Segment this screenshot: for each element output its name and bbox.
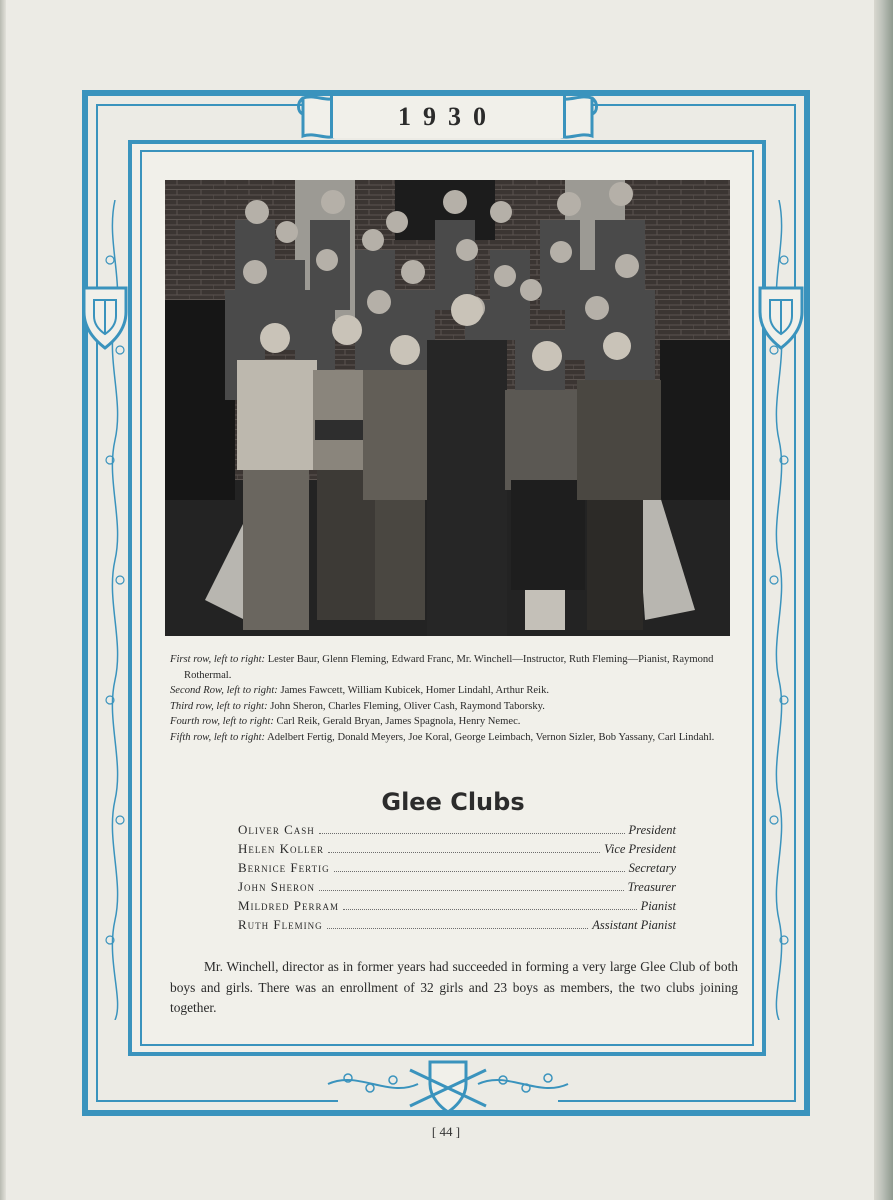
caption-row-label: Second Row, left to right:: [170, 685, 278, 696]
caption-row-names: Adelbert Fertig, Donald Meyers, Joe Koral, George Leimbach, Vernon Sizler, Bob Yassany, Carl Lindahl.: [265, 731, 715, 743]
caption-row-fifth: [170, 730, 738, 746]
officer-name: John Sheron: [238, 879, 316, 894]
officer-role: Pianist: [640, 899, 676, 913]
officer-name: Helen Koller: [238, 841, 325, 856]
leader-dots: [327, 927, 589, 929]
caption-row-first: [170, 652, 738, 683]
leader-dots: [319, 889, 624, 891]
caption-row-third: [170, 699, 738, 715]
leader-dots: [328, 851, 600, 853]
officer-name: Oliver Cash: [238, 822, 315, 837]
caption-row-label: Fifth row, left to right:: [170, 731, 266, 743]
officer-role: Treasurer: [627, 880, 676, 894]
leader-dots: [319, 832, 625, 834]
officer-role: Assistant Pianist: [592, 918, 676, 932]
left-shield-icon: [80, 282, 130, 352]
caption-row-names: Lester Baur, Glenn Fleming, Edward Franc, Mr. Winchell—Instructor, Ruth Fleming—Pianist, Raymond Rothermal.: [184, 654, 714, 681]
year-title-box: [330, 96, 566, 138]
officer-row: [238, 898, 676, 917]
photo-caption: [170, 652, 738, 745]
leader-dots: [343, 908, 637, 910]
officer-row: [238, 822, 676, 841]
officer-row: [238, 917, 676, 936]
officer-role: Secretary: [628, 861, 676, 875]
officer-role: President: [628, 823, 676, 837]
caption-row-fourth: [170, 714, 738, 730]
caption-row-label: First row, left to right:: [170, 654, 266, 665]
caption-row-names: Carl Reik, Gerald Bryan, James Spagnola, Henry Nemec.: [273, 716, 521, 727]
officer-row: [238, 879, 676, 898]
leader-dots: [334, 870, 625, 872]
right-shield-icon: [756, 282, 806, 352]
section-title: Glee Clubs: [381, 788, 525, 816]
officer-role: Vice President: [604, 842, 676, 856]
caption-row-names: James Fawcett, William Kubicek, Homer Lindahl, Arthur Reik.: [277, 685, 550, 696]
officer-name: Mildred Perram: [238, 898, 340, 913]
body-paragraph: Mr. Winchell, director as in former years had succeeded in forming a very large Glee Club of both boys and girls. There was an enrollment of 32 girls and 23 boys as members, the two clubs joining together.: [170, 959, 738, 1016]
page-number: [ 44 ]: [431, 1124, 461, 1139]
caption-row-second: [170, 683, 738, 699]
officer-name: Ruth Fleming: [238, 917, 323, 932]
page-edge: [874, 0, 893, 1200]
caption-row-names: John Sheron, Charles Fleming, Oliver Cash, Raymond Taborsky.: [267, 700, 545, 712]
bottom-crest-ornament: [318, 1050, 578, 1120]
caption-row-label: Fourth row, left to right:: [170, 716, 274, 727]
year-title: 1930: [398, 102, 498, 131]
group-photo: [165, 180, 730, 636]
officer-row: [238, 860, 676, 879]
caption-row-label: Third row, left to right:: [170, 700, 268, 712]
officer-row: [238, 841, 676, 860]
officers-list: [238, 822, 676, 936]
officer-name: Bernice Fertig: [238, 860, 330, 875]
